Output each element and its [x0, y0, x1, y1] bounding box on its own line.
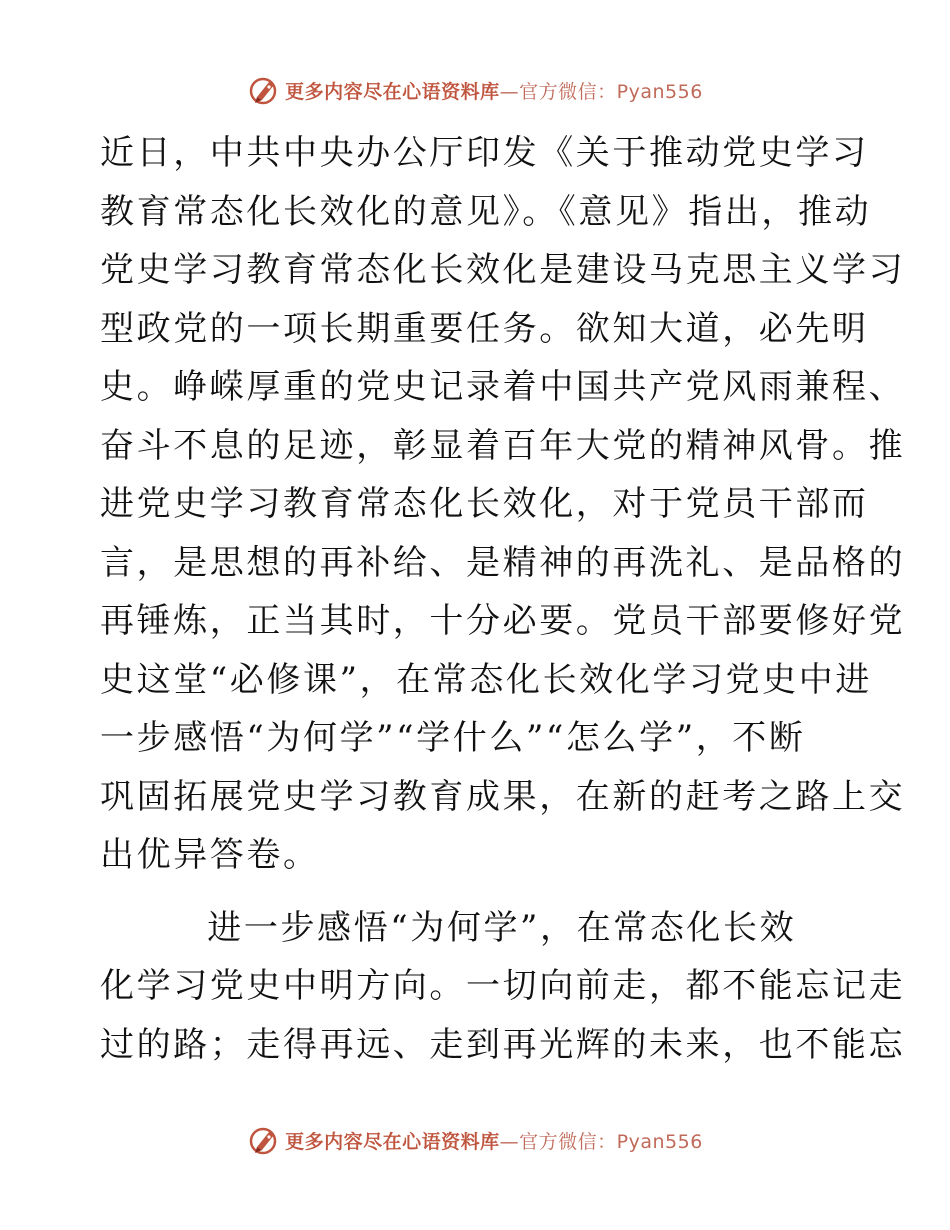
text-line: 教育常态化长效化的意见》。《意见》指出，推动 — [100, 191, 872, 232]
text-line: 党史学习教育常态化长效化是建设马克思主义学习 — [100, 250, 906, 290]
text-line: 巩固拓展党史学习教育成果，在新的赶考之路上交 — [100, 776, 906, 817]
text-line: 近日，中共中央办公厅印发《关于推动党史学习 — [100, 133, 869, 173]
text-line: 进党史学习教育常态化长效化，对于党员干部而 — [100, 484, 869, 524]
paragraph — [100, 124, 906, 885]
footer-banner — [0, 1120, 950, 1160]
text-line: 奋斗不息的足迹，彰显着百年大党的精神风骨。推 — [100, 425, 906, 466]
text-line: 型政党的一项长期重要任务。欲知大道，必先明 — [100, 308, 869, 349]
pen-nib-logo-icon — [247, 1123, 281, 1157]
pen-nib-logo-icon — [247, 73, 281, 107]
banner-text — [285, 1127, 703, 1154]
banner-wechat-text: 官方微信：Pyan556 — [519, 1130, 703, 1153]
banner-separator: — — [499, 80, 520, 103]
banner-main-text: 更多内容尽在心语资料库 — [285, 1130, 500, 1153]
text-line: 一步感悟“为何学”“学什么”“怎么学”，不断 — [100, 718, 806, 758]
paragraph — [100, 899, 906, 1075]
banner-separator: — — [499, 1130, 520, 1153]
banner-wechat-text: 官方微信：Pyan556 — [519, 80, 703, 103]
text-line: 过的路；走得再远、走到再光辉的未来，也不能忘 — [100, 1024, 906, 1065]
header-banner — [0, 70, 950, 110]
text-line: 再锤炼，正当其时，十分必要。党员干部要修好党 — [100, 601, 906, 641]
banner-text — [285, 77, 703, 104]
text-line: 言，是思想的再补给、是精神的再洗礼、是品格的 — [100, 542, 906, 583]
text-line: 进一步感悟“为何学”，在常态化长效 — [100, 907, 797, 948]
text-line: 出优异答卷。 — [100, 835, 320, 875]
paragraph-gap — [100, 885, 850, 899]
text-line: 史这堂“必修课”，在常态化长效化学习党史中进 — [100, 659, 872, 700]
document-body — [100, 124, 906, 1074]
text-line: 史。峥嵘厚重的党史记录着中国共产党风雨兼程、 — [100, 367, 906, 407]
text-line: 化学习党史中明方向。一切向前走，都不能忘记走 — [100, 966, 906, 1006]
banner-main-text: 更多内容尽在心语资料库 — [285, 80, 500, 103]
